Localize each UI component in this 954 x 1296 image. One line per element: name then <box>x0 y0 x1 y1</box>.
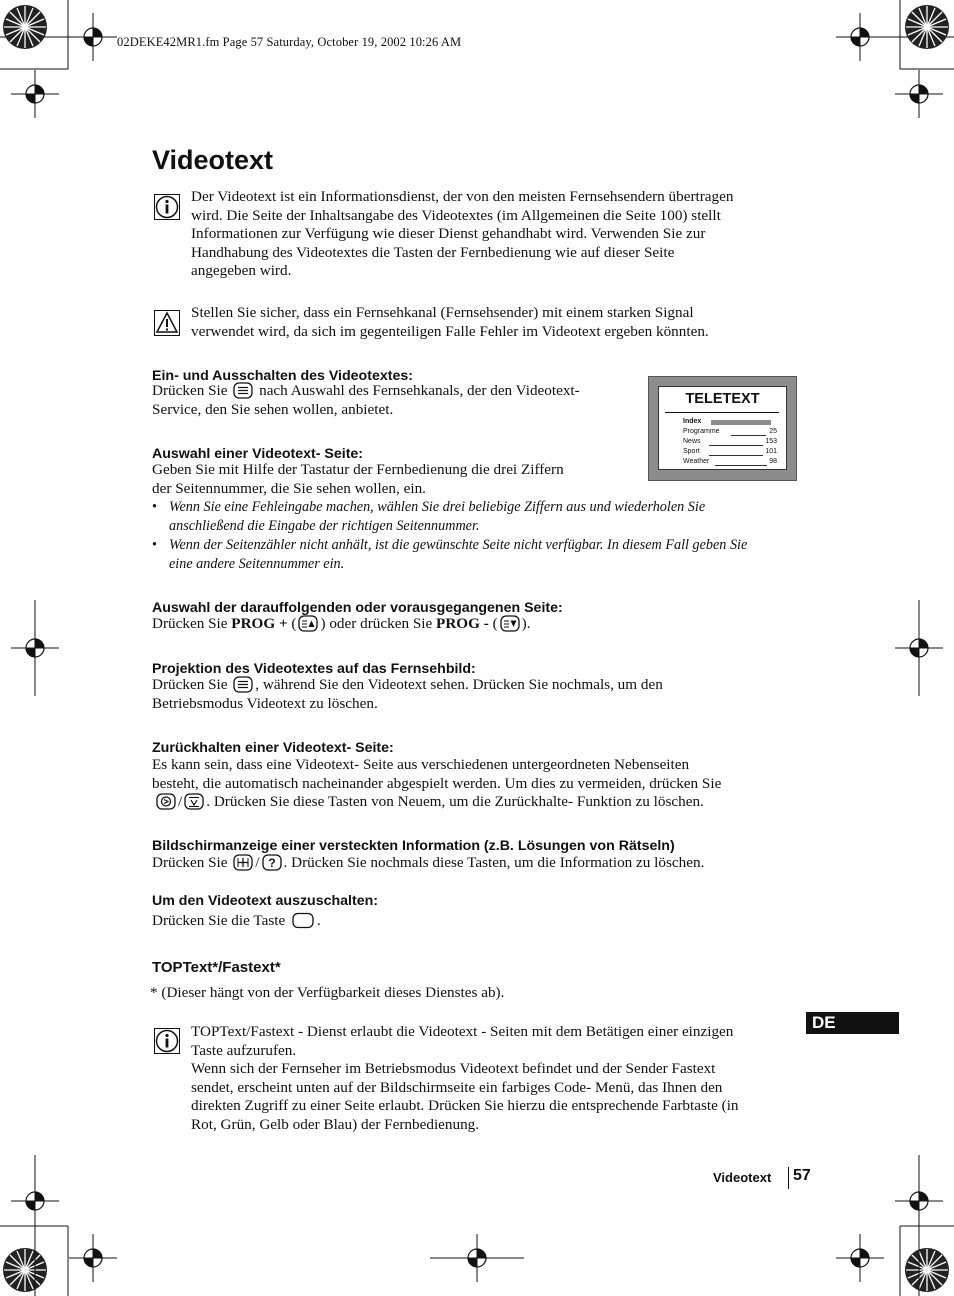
teletext-row: News 153 <box>683 438 777 445</box>
teletext-row: Sport 101 <box>683 448 777 455</box>
warning-text: Stellen Sie sicher, dass ein Fernsehkanal (Fernsehsender) mit einem starken Signal verwendet wird, da sich im gegenteiligen Falle Fehler im Videotext ergeben könnten. <box>191 304 709 340</box>
heading-toptext: TOPText*/Fastext* <box>152 959 281 976</box>
footer-section-label: Videotext <box>713 1170 772 1185</box>
heading-next-prev: Auswahl der darauffolgenden oder vorausgegangenen Seite: <box>152 600 563 616</box>
heading-on-off: Ein- und Ausschalten des Videotextes: <box>152 368 413 384</box>
select-page-text: Geben Sie mit Hilfe der Tastatur der Fernbedienung die drei Ziffern der Seitennummer, die Sie sehen wollen, ein. <box>152 461 564 497</box>
page-down-icon <box>500 615 520 632</box>
next-prev-text: Drücken Sie PROG + ( ) oder drücken Sie PROG - ( ). <box>152 615 531 632</box>
sunburst-mark-br <box>905 1248 949 1292</box>
sunburst-mark-tr <box>905 5 949 49</box>
teletext-button-icon <box>233 382 253 399</box>
teletext-row: Weather 98 <box>683 458 777 465</box>
page-title: Videotext <box>152 145 274 175</box>
reveal-question-icon <box>262 854 282 871</box>
heading-off: Um den Videotext auszuschalten: <box>152 893 379 909</box>
teletext-title: TELETEXT <box>685 391 760 407</box>
page-number: 57 <box>793 1167 811 1184</box>
list-item: • Wenn der Seitenzähler nicht anhält, ist die gewünschte Seite nicht verfügbar. In diesem Fall geben Sie eine andere Seitennummer ein. <box>152 537 748 572</box>
subpage-button-icon <box>184 793 204 810</box>
toptext-footnote: * (Dieser hängt von der Verfügbarkeit dieses Dienstes ab). <box>150 984 505 1001</box>
heading-mix: Projektion des Videotextes auf das Fernsehbild: <box>152 661 476 677</box>
heading-reveal: Bildschirmanzeige einer versteckten Information (z.B. Lösungen von Rätseln) <box>152 838 675 854</box>
sunburst-mark-bl <box>3 1248 47 1292</box>
svg-text:?: ? <box>267 856 276 870</box>
mix-text: Drücken Sie , während Sie den Videotext sehen. Drücken Sie nochmals, um den Betriebsmodus Videotext zu löschen. <box>152 676 663 712</box>
reveal-index-icon <box>233 854 253 871</box>
teletext-screen-illustration <box>648 376 797 481</box>
teletext-button-icon <box>233 676 253 693</box>
sunburst-mark-tl <box>3 5 47 49</box>
heading-hold: Zurückhalten einer Videotext- Seite: <box>152 740 394 756</box>
language-tab: DE <box>806 1012 899 1034</box>
hold-button-icon <box>156 793 176 810</box>
tv-button-icon <box>291 912 315 929</box>
info-icon <box>154 1028 180 1054</box>
info-icon <box>154 194 180 220</box>
list-item: • Wenn Sie eine Fehleingabe machen, wählen Sie drei beliebige Ziffern aus und wiederholen Sie anschließend die Eingabe der richtigen Seitennummer. <box>152 499 706 534</box>
hold-text: Es kann sein, dass eine Videotext- Seite aus verschiedenen untergeordneten Nebenseiten besteht, die automatisch nacheinander abgespielt werden. Um dies zu vermeiden, drücken Sie / . Drücken Sie diese Tasten von Neuem, um die Zurückhalte- Funktion zu löschen. <box>152 756 722 810</box>
page-up-icon <box>298 615 318 632</box>
reveal-text: Drücken Sie / ? . Drücken Sie nochmals diese Tasten, um die Information zu löschen. <box>152 854 705 871</box>
teletext-row: Programme 25 <box>683 428 777 435</box>
file-header: 02DEKE42MR1.fm Page 57 Saturday, October 19, 2002 10:26 AM <box>117 35 462 49</box>
toptext-note: TOPText/Fastext - Dienst erlaubt die Videotext - Seiten mit dem Betätigen einer einzigen Taste aufzurufen. Wenn sich der Fernseher im Betriebsmodus Videotext befindet und der Sender Fastext sendet, erscheint unten auf der Bildschirmseite ein farbiges Code- Menü, das Ihnen den direkten Zugriff zu einer Seite erlaubt. Drücken Sie hierzu die entsprechende Farbtaste (in Rot, Grün, Gelb oder Blau) der Fernbedienung. <box>191 1023 739 1133</box>
off-text: Drücken Sie die Taste . <box>152 912 321 929</box>
footer-divider <box>788 1167 789 1189</box>
heading-select-page: Auswahl einer Videotext- Seite: <box>152 446 364 462</box>
teletext-row: Index <box>673 418 777 427</box>
warning-icon <box>154 310 180 336</box>
intro-text: Der Videotext ist ein Informationsdienst, der von den meisten Fernsehsendern übertragen wird. Die Seite der Inhaltsangabe des Videotextes (im Allgemeinen die Seite 100) stellt Informationen zur Verfügung wie dieser Dienst gehandhabt wird. Verwenden Sie zur Handhabung des Videotextes die Tasten der Fernbedienung wie auf dieser Seite angegeben wird. <box>191 188 734 279</box>
on-off-text: Drücken Sie nach Auswahl des Fernsehkanals, der den Videotext- Service, den Sie sehen wollen, anbietet. <box>152 382 580 418</box>
